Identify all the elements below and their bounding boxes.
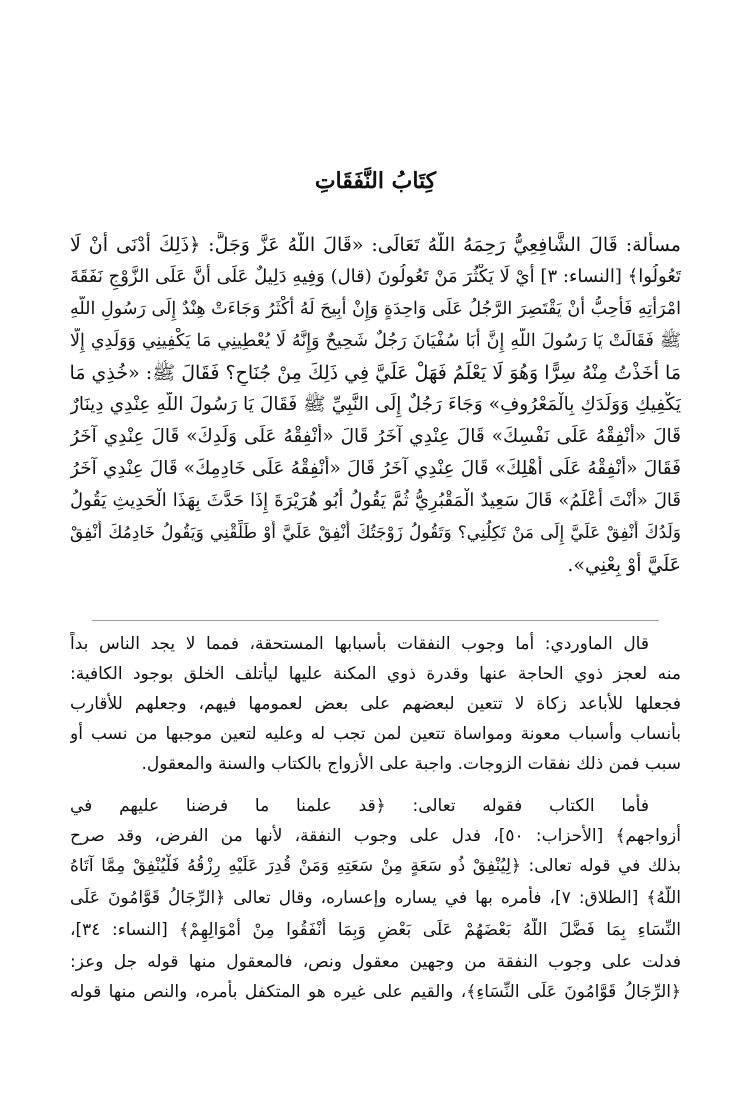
sharh-line: اللَّهُ﴾ [الطلاق: ٧]، فأمره بها في يساره وإعساره، وقال تعالى ﴿الرِّجَالُ قَوَّامُونَ عَلَى xyxy=(70,888,681,908)
sharh-line: منه لعجز ذوي الحاجة عنها وقدرة ذوي المكنة عليها ليأتلف الخلق بوجود الكافية: xyxy=(70,664,681,684)
sharh-line: أزواجهم﴾ [الأحزاب: ٥٠]، فدل على وجوب النفقة، لأنها من الفرض، وقد صرح xyxy=(70,826,681,846)
sharh-line: بذلك في قوله تعالى: ﴿لِيُنْفِقْ ذُو سَعَةٍ مِنْ سَعَتِهِ وَمَنْ قُدِرَ عَلَيْهِ رِزْقُهُ فَلْيُنْفِقْ مِمَّا آتَاهُ xyxy=(70,856,681,876)
sharh-line: بأنساب وأسباب معونة ومواساة تتعين لمن تجب له وعليه لتعين موجبها من نسب أو xyxy=(70,724,681,744)
sharh-line: فجعلها للأباعد زكاة لا تتعين لبعضهم على بعض لعمومها فيهم، وجعلهم للأقارب xyxy=(70,694,681,714)
matn-line: فَقَالَ «أَنْفِقْهُ عَلَى أَهْلِكَ» قَالَ عِنْدِي آخَرُ قَالَ «أَنْفِقْهُ عَلَى خَادِمِكَ» قَالَ عِنْدِي آخَرُ xyxy=(70,458,681,479)
sharh-line: فدلت على وجوب النفقة من وجهين معقول ونص، فالمعقول منها قوله جل وعز: xyxy=(70,952,681,972)
matn-line: مسألة: قَالَ الشَّافِعِيُّ رَحِمَهُ اللَّهُ تَعَالَى: «قَالَ اللَّهُ عَزَّ وَجَلَّ: ﴿ذَلِكَ أَدْنَى أَنْ لَا xyxy=(70,234,681,256)
sharh-line: سبب فمن ذلك نفقات الزوجات. واجبة على الأزواج بالكتاب والسنة والمعقول. xyxy=(141,754,681,774)
matn-line: تَعُولُوا﴾ [النساء: ٣] أَيْ لَا يَكْثُرَ مَنْ تَعُولُونَ (قال) وَفِيهِ دَلِيلٌ عَلَى أَنَّ عَلَى الزَّوْجِ نَفَقَةَ xyxy=(70,266,681,287)
matn-line: امْرَأَتِهِ فَأُحِبُّ أَنْ يَقْتَصِرَ الرَّجُلُ عَلَى وَاحِدَةٍ وَإِنْ أُبِيحَ لَهُ أَكْثَرُ وَجَاءَتْ هِنْدٌ إِلَى رَسُولِ اللَّهِ xyxy=(70,299,681,319)
matn-line: مَا أَخَذْتُ مِنْهُ سِرًّا وَهُوَ لَا يَعْلَمُ فَهَلْ عَلَيَّ فِي ذَلِكَ مِنْ جُنَاحٍ؟ فَقَالَ ﷺ: «خُذِي مَا xyxy=(70,362,681,384)
sharh-line: ﴿الرِّجَالُ قَوَّامُونَ عَلَى النِّسَاءِ﴾، والقيم على غيره هو المتكفل بأمره، والنص منها قوله xyxy=(70,982,681,1002)
section-divider xyxy=(92,620,659,621)
matn-line: قَالَ «أَنْتَ أَعْلَمُ» قَالَ سَعِيدٌ الْمَقْبُرِيُّ ثُمَّ يَقُولُ أَبُو هُرَيْرَةَ إِذَا حَدَّثَ بِهَذَا الْحَدِيثِ يَقُولُ xyxy=(70,490,681,511)
chapter-title: كِتَابُ النَّفَقَاتِ xyxy=(314,168,437,194)
matn-line: وَلَدُكَ أَنْفِقْ عَلَيَّ إِلَى مَنْ تَكِلُنِي؟ وَتَقُولُ زَوْجَتُكَ أَنْفِقْ عَلَيَّ أَوْ طَلِّقْنِي وَيَقُولُ خَادِمُكَ أَنْفِقْ xyxy=(70,523,681,543)
matn-line: عَلَيَّ أَوْ بِعْنِي». xyxy=(567,554,681,576)
matn-line: قَالَ «أَنْفِقْهُ عَلَى نَفْسِكَ» قَالَ عِنْدِي آخَرُ قَالَ «أَنْفِقْهُ عَلَى وَلَدِكَ» قَالَ عِنْدِي آخَرُ xyxy=(70,426,681,447)
matn-line: يَكْفِيكِ وَوَلَدَكِ بِالْمَعْرُوفِ» وَجَاءَ رَجُلٌ إِلَى النَّبِيِّ ﷺ فَقَالَ يَا رَسُولَ اللَّهِ عِنْدِي دِينَارٌ xyxy=(70,394,681,415)
sharh-line: فأما الكتاب فقوله تعالى: ﴿قد علمنا ما فرضنا عليهم في xyxy=(70,796,649,816)
matn-line: ﷺ فَقَالَتْ يَا رَسُولَ اللَّهِ إِنَّ أَبَا سُفْيَانَ رَجُلٌ شَحِيحٌ وَإِنَّهُ لَا يُعْطِينِي مَا يَكْفِينِي وَوَلَدِي إِلَّا xyxy=(70,331,681,351)
sharh-line: قال الماوردي: أما وجوب النفقات بأسبابها المستحقة، فمما لا يجد الناس بداً xyxy=(70,634,649,654)
sharh-line: النِّسَاءِ بِمَا فَضَّلَ اللَّهُ بَعْضَهُمْ عَلَى بَعْضٍ وَبِمَا أَنْفَقُوا مِنْ أَمْوَالِهِمْ﴾ [النساء: ٣٤]، xyxy=(70,920,681,940)
